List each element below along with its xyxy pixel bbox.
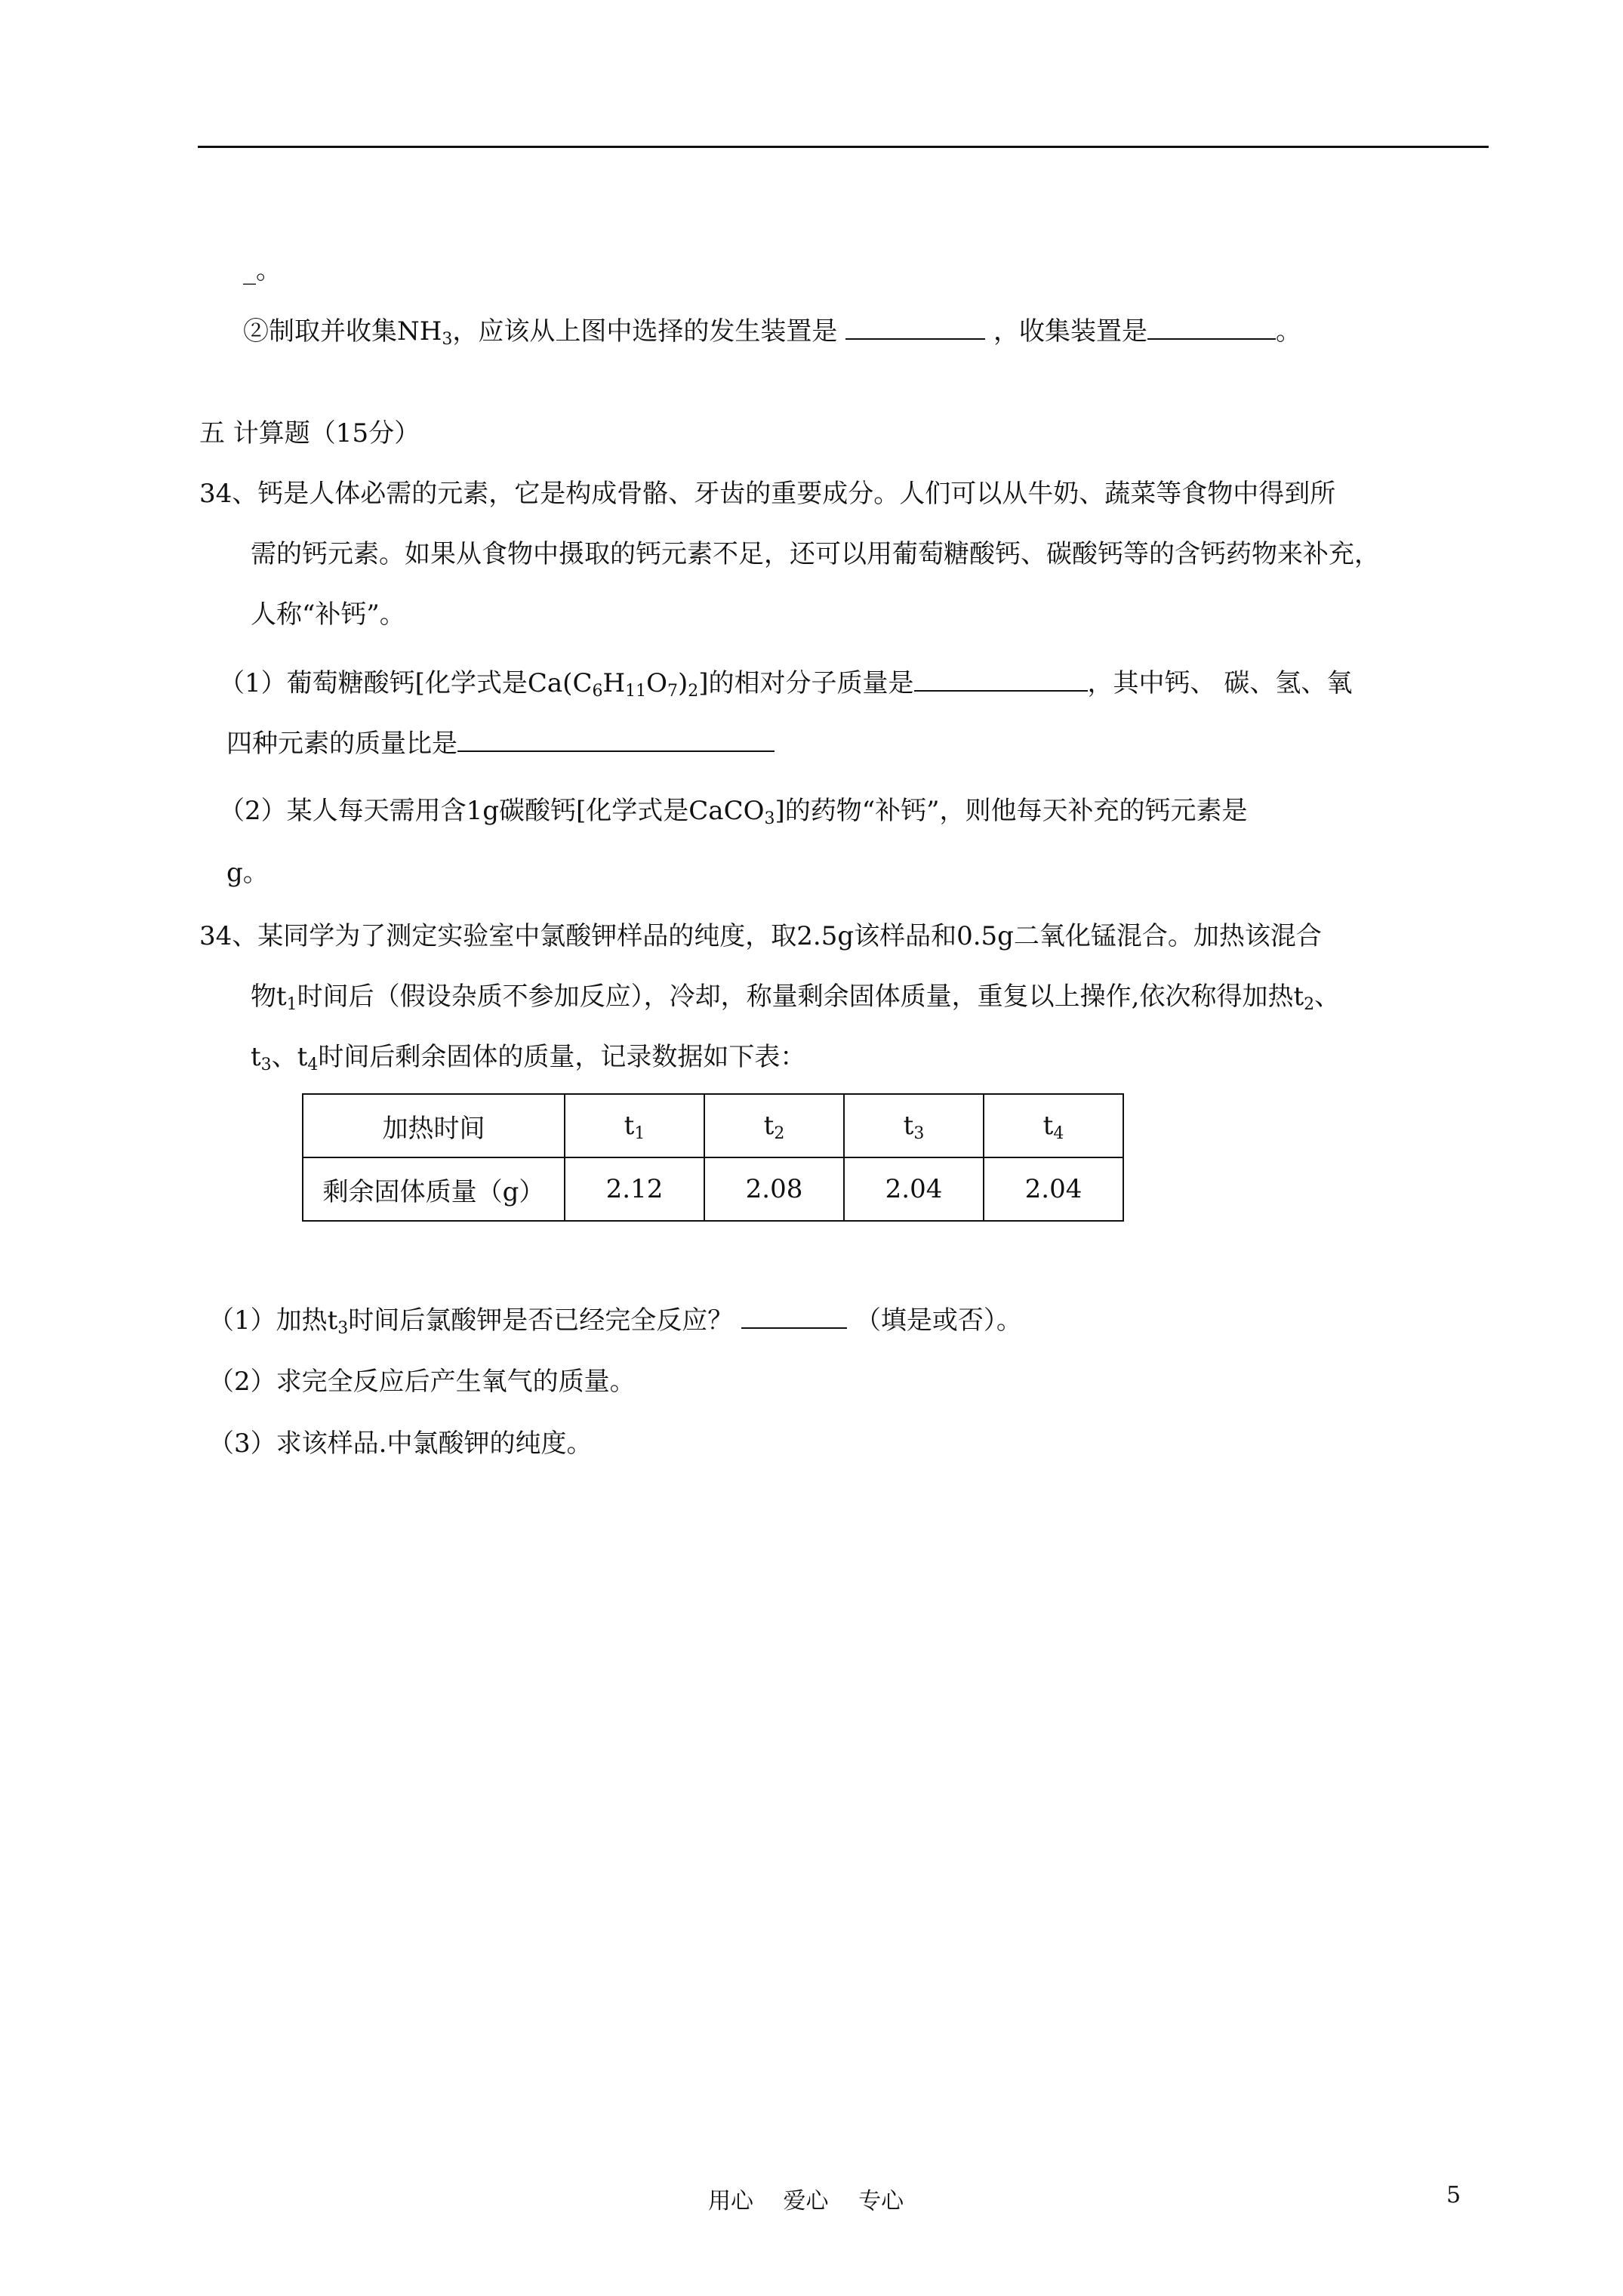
table-header-cell: 加热时间 bbox=[303, 1094, 565, 1157]
table-cell: 2.08 bbox=[704, 1157, 844, 1221]
text: 。 bbox=[1276, 316, 1302, 347]
text: （2）某人每天需用含1g碳酸钙[化学式是CaCO bbox=[219, 796, 765, 826]
text: ②制取并收集NH bbox=[243, 316, 442, 347]
table-cell: $t_1$ bbox=[565, 1094, 704, 1157]
q34-part1-line-2 bbox=[226, 726, 775, 760]
answer-blank-molar-mass[interactable] bbox=[914, 666, 1088, 692]
q34-part2-line-2: g。 bbox=[226, 858, 269, 888]
table-cell: $t_2$ bbox=[704, 1094, 844, 1157]
q34-part1-line-1 bbox=[219, 666, 1352, 700]
continued-blank-line bbox=[243, 254, 282, 287]
subscript: 4 bbox=[307, 1056, 319, 1074]
table-cell: 2.04 bbox=[984, 1157, 1123, 1221]
q34-calcium-line-2: 需的钙元素。如果从食物中摄取的钙元素不足，还可以用葡萄糖酸钙、碳酸钙等的含钙药物来补充， bbox=[251, 539, 1380, 569]
text: 、t bbox=[271, 1042, 308, 1072]
table-cell: 2.04 bbox=[844, 1157, 984, 1221]
answer-blank-mass-ratio[interactable] bbox=[457, 726, 775, 752]
table-cell: 2.12 bbox=[565, 1157, 704, 1221]
text: （填是或否）。 bbox=[855, 1305, 1022, 1336]
table-header-cell: 剩余固体质量（g） bbox=[303, 1157, 565, 1221]
text: ，收集装置是 bbox=[993, 316, 1148, 347]
sub-question-2: （2）求完全反应后产生氧气的质量。 bbox=[208, 1367, 636, 1397]
text: （1）葡萄糖酸钙[化学式是Ca(C bbox=[219, 668, 593, 698]
text: _。 bbox=[243, 255, 282, 285]
answer-blank-generator[interactable] bbox=[845, 314, 985, 340]
heating-data-table bbox=[302, 1093, 1124, 1222]
subscript: 3 bbox=[337, 1319, 349, 1338]
table-cell: $t_3$ bbox=[844, 1094, 984, 1157]
text: H bbox=[602, 668, 626, 698]
text: 时间后氯酸钾是否已经完全反应？ bbox=[348, 1305, 734, 1336]
header-rule bbox=[198, 146, 1489, 148]
text: O bbox=[646, 668, 667, 698]
subscript: 2 bbox=[1304, 995, 1315, 1014]
answer-blank-complete[interactable] bbox=[741, 1303, 847, 1329]
q34-kclo3-line-1: 34、某同学为了测定实验室中氯酸钾样品的纯度，取2.5g该样品和0.5g二氧化锰混合。加热该混合 bbox=[199, 921, 1322, 951]
text: ) bbox=[678, 668, 688, 698]
subscript: 3 bbox=[260, 1056, 272, 1074]
text: 物t bbox=[251, 982, 287, 1012]
answer-blank-collector[interactable] bbox=[1147, 314, 1276, 340]
subscript: 7 bbox=[667, 682, 678, 701]
page-number: 5 bbox=[1446, 2182, 1461, 2208]
subscript: 1 bbox=[286, 995, 297, 1014]
q34-kclo3-line-3 bbox=[251, 1040, 805, 1074]
table-row bbox=[303, 1094, 1123, 1157]
table-row bbox=[303, 1157, 1123, 1221]
sub-question-1 bbox=[208, 1303, 1022, 1337]
text: t bbox=[251, 1042, 261, 1072]
q34-calcium-line-3: 人称“补钙”。 bbox=[251, 599, 405, 630]
text: 、 bbox=[1314, 982, 1341, 1012]
subscript: 3 bbox=[764, 809, 775, 828]
text: 四种元素的质量比是 bbox=[226, 729, 457, 759]
section-heading: 五 计算题（15分） bbox=[199, 418, 420, 448]
nh3-question-line bbox=[243, 314, 1301, 348]
q34-part2-line-1 bbox=[219, 794, 1248, 827]
text: 时间后（假设杂质不参加反应），冷却，称量剩余固体质量，重复以上操作,依次称得加热t bbox=[297, 982, 1304, 1012]
text: ，其中钙、 碳、氢、氧 bbox=[1087, 668, 1353, 698]
footer-motto: 用心 爱心 专心 bbox=[708, 2188, 904, 2214]
subscript: 3 bbox=[442, 330, 453, 349]
q34-calcium-line-1: 34、钙是人体必需的元素，它是构成骨骼、牙齿的重要成分。人们可以从牛奶、蔬菜等食物中得到所 bbox=[199, 479, 1336, 509]
q34-kclo3-line-2 bbox=[251, 980, 1340, 1013]
text: ，应该从上图中选择的发生装置是 bbox=[452, 316, 838, 347]
text: ]的相对分子质量是 bbox=[698, 668, 914, 698]
text: （1）加热t bbox=[208, 1305, 338, 1336]
subscript: 2 bbox=[688, 682, 699, 701]
subscript: 6 bbox=[592, 682, 603, 701]
subscript: 11 bbox=[625, 682, 647, 701]
sub-question-3: （3）求该样品.中氯酸钾的纯度。 bbox=[208, 1428, 593, 1459]
text: ]的药物“补钙”，则他每天补充的钙元素是 bbox=[775, 796, 1248, 826]
text: 时间后剩余固体的质量，记录数据如下表： bbox=[318, 1042, 806, 1072]
table-cell: $t_4$ bbox=[984, 1094, 1123, 1157]
